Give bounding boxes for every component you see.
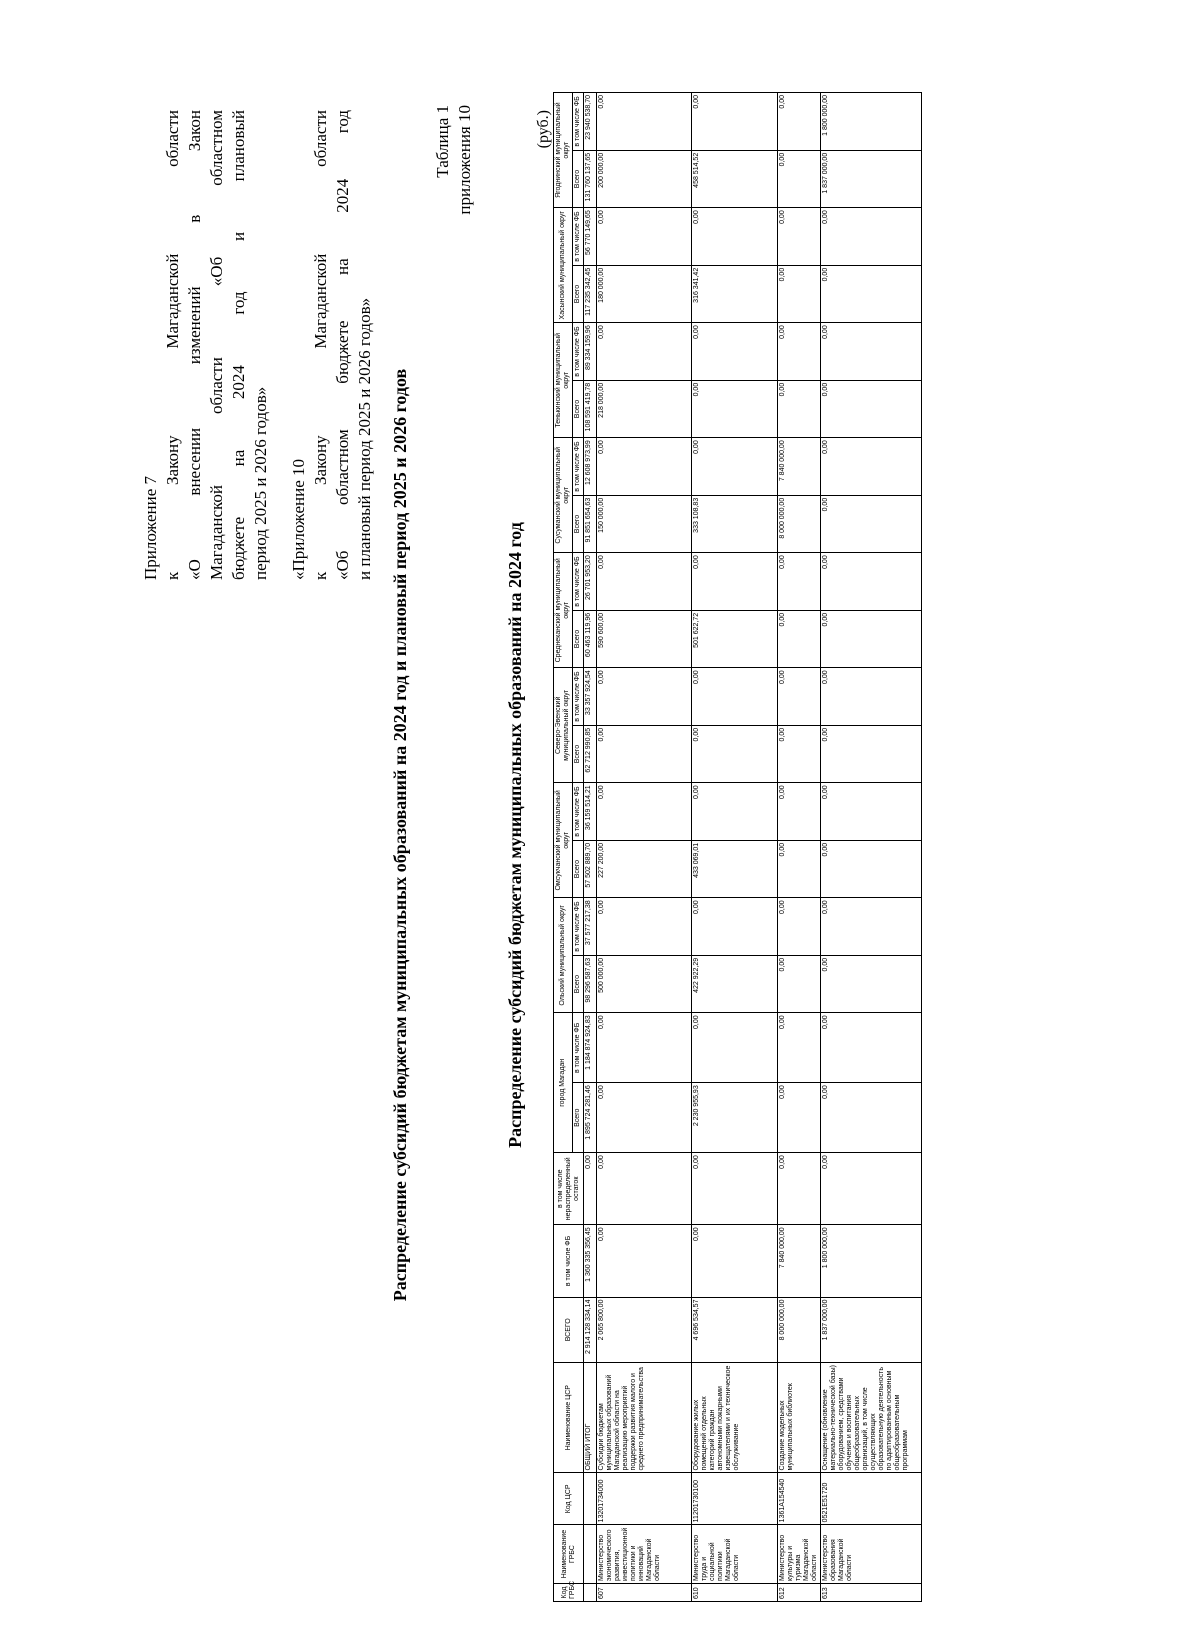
- table-row: [821, 93, 922, 1602]
- cell-value: 0,00: [821, 553, 922, 611]
- head-district: город Магадан: [554, 1013, 573, 1153]
- total-value: 62 712 990,85: [584, 725, 597, 783]
- cell-fb: 7 840 000,00: [778, 1225, 821, 1297]
- cell-balance: 0,00: [597, 1153, 692, 1225]
- total-value: 131 760 137,65: [584, 150, 597, 208]
- head-district: Среднеканский муниципальный округ: [554, 553, 573, 668]
- header-line: [310, 110, 332, 580]
- cell-balance: 0,00: [778, 1153, 821, 1225]
- header-word: области: [163, 110, 182, 167]
- total-value: 26 701 953,20: [584, 553, 597, 611]
- head-district-total: Всего: [573, 955, 584, 1013]
- unit-label: (руб.): [535, 110, 552, 149]
- cell-value: 0,00: [778, 955, 821, 1013]
- cell-value: 0,00: [692, 380, 778, 438]
- head-district-total: Всего: [573, 840, 584, 898]
- header-word: Магаданской: [311, 253, 330, 349]
- cell-total: 1 837 000,00: [821, 1297, 922, 1362]
- cell-value: 0,00: [597, 783, 692, 841]
- table-row-total: [584, 93, 597, 1602]
- cell-value: 218 000,00: [597, 380, 692, 438]
- cell-name-grbs: Министерство культуры и туризма Магаданской области: [778, 1525, 821, 1584]
- cell-value: 0,00: [597, 1083, 692, 1153]
- total-value: 33 357 924,54: [584, 668, 597, 726]
- header-line: [228, 110, 250, 580]
- header-line: [332, 110, 354, 580]
- head-district-fb: в том числе ФБ: [573, 783, 584, 841]
- cell-value: 433 069,01: [692, 840, 778, 898]
- appendix-10-last-line: и плановый период 2025 и 2026 годов»: [355, 297, 374, 580]
- header-word: год: [229, 291, 248, 315]
- head-district-total: Всего: [573, 380, 584, 438]
- cell-value: 500 000,00: [597, 955, 692, 1013]
- table-head-row-1: [554, 93, 573, 1602]
- main-title: Распределение субсидий бюджетам муниципальных образований на 2024 год и плановый период 2025 и 2026 годов: [390, 368, 410, 1302]
- table-body: [584, 93, 922, 1602]
- cell-value: 0,00: [778, 553, 821, 611]
- head-district: Ягоднинский муниципальный округ: [554, 93, 573, 208]
- cell-value: 0,00: [778, 840, 821, 898]
- head-total: ВСЕГО: [554, 1297, 584, 1362]
- head-district-fb: в том числе ФБ: [573, 898, 584, 956]
- cell-value: 0,00: [778, 668, 821, 726]
- appendix-10-title: «Приложение 10: [289, 459, 308, 580]
- cell-value: 0,00: [821, 495, 922, 553]
- head-district-total: Всего: [573, 150, 584, 208]
- total-value: 37 577 217,38: [584, 898, 597, 956]
- total-value: 36 159 514,21: [584, 783, 597, 841]
- head-district-fb: в том числе ФБ: [573, 1013, 584, 1083]
- cell-value: 7 840 000,00: [778, 438, 821, 496]
- header-word: «Об: [333, 550, 352, 580]
- cell-value: 0,00: [821, 898, 922, 956]
- cell-value: 316 341,42: [692, 265, 778, 323]
- head-district: Хасынский муниципальный округ: [554, 208, 573, 323]
- header-word: Закону: [163, 435, 182, 485]
- cell-value: 0,00: [778, 610, 821, 668]
- header-word: к: [163, 571, 182, 580]
- table-row: [597, 93, 692, 1602]
- appendix-7-title: Приложение 7: [141, 476, 160, 580]
- total-value: 57 502 889,70: [584, 840, 597, 898]
- header-word: внесении: [185, 427, 204, 496]
- total-value: 1 184 874 924,83: [584, 1013, 597, 1083]
- cell-value: 0,00: [692, 323, 778, 381]
- head-name-csr: Наименование ЦСР: [554, 1362, 584, 1473]
- cell-value: 0,00: [597, 898, 692, 956]
- total-value: 98 296 587,63: [584, 955, 597, 1013]
- header-line: [206, 110, 228, 580]
- header-word: год: [333, 110, 352, 134]
- cell-value: 0,00: [692, 783, 778, 841]
- header-word: на: [333, 258, 352, 275]
- cell-value: 0,00: [778, 725, 821, 783]
- cell-value: 0,00: [597, 725, 692, 783]
- cell-name-grbs: Министерство образования Магаданской области: [821, 1525, 922, 1584]
- sub-title: Распределение субсидий бюджетам муниципальных образований на 2024 год: [505, 522, 525, 1148]
- head-district-total: Всего: [573, 495, 584, 553]
- head-district-fb: в том числе ФБ: [573, 323, 584, 381]
- header-word: плановый: [229, 110, 248, 182]
- header-word: областном: [333, 429, 352, 506]
- cell-value: 180 000,00: [597, 265, 692, 323]
- head-district: Сусуманский муниципальный округ: [554, 438, 573, 553]
- cell-value: 0,00: [597, 1013, 692, 1083]
- head-name-grbs: Наименование ГРБС: [554, 1525, 584, 1584]
- cell-name-grbs: Министерство экономического развития, инвестиционной политики и инноваций Магаданской области: [597, 1525, 692, 1584]
- cell-name-grbs: Министерство труда и социальной политики Магаданской области: [692, 1525, 778, 1584]
- header-word: области: [207, 357, 226, 414]
- header-word: 2024: [333, 178, 352, 213]
- total-all: 2 914 128 334,14: [584, 1297, 597, 1362]
- cell-value: 333 108,83: [692, 495, 778, 553]
- cell-value: 0,00: [821, 208, 922, 266]
- total-balance: 0,00: [584, 1153, 597, 1225]
- table-number: [432, 105, 476, 475]
- table-number-line2: приложения 10: [455, 105, 474, 215]
- cell-name-csr: Субсидии бюджетам муниципальных образований Магаданской области на реализацию мероприятий поддержки развития малого и среднего предпринимательства: [597, 1362, 692, 1473]
- total-value: 117 235 342,45: [584, 265, 597, 323]
- cell-value: 0,00: [778, 783, 821, 841]
- table-row: [778, 93, 821, 1602]
- head-district-fb: в том числе ФБ: [573, 438, 584, 496]
- header-line: [162, 110, 184, 580]
- cell-value: 0,00: [821, 955, 922, 1013]
- head-district-total: Всего: [573, 1083, 584, 1153]
- cell-value: 458 514,52: [692, 150, 778, 208]
- header-word: к: [311, 571, 330, 580]
- subsidy-table: [553, 92, 922, 1602]
- cell-total: 4 696 534,57: [692, 1297, 778, 1362]
- head-incl-fb: в том числе ФБ: [554, 1225, 584, 1297]
- cell-value: 0,00: [821, 783, 922, 841]
- cell-value: 0,00: [821, 438, 922, 496]
- appendix-10-block: [288, 110, 376, 580]
- cell-value: 0,00: [778, 150, 821, 208]
- cell-fb: 0,00: [597, 1225, 692, 1297]
- cell-value: 0,00: [821, 840, 922, 898]
- cell-value: 0,00: [597, 323, 692, 381]
- total-value: 12 608 973,99: [584, 438, 597, 496]
- cell-value: 0,00: [778, 265, 821, 323]
- cell-name-csr: Оборудование жилых помещений отдельных категорий граждан автономными пожарными извещателями и их техническое обслуживание: [692, 1362, 778, 1473]
- appendix-10-lines: [310, 110, 354, 580]
- head-district-fb: в том числе ФБ: [573, 668, 584, 726]
- cell-code-csr: 0521E51720: [821, 1473, 922, 1525]
- head-district-fb: в том числе ФБ: [573, 553, 584, 611]
- cell-value: 0,00: [692, 725, 778, 783]
- head-district: Тенькинский муниципальный округ: [554, 323, 573, 438]
- cell-value: 0,00: [597, 668, 692, 726]
- header-word: Магаданской: [163, 253, 182, 349]
- header-word: Закон: [185, 110, 204, 152]
- cell-value: 590 600,00: [597, 610, 692, 668]
- empty-cell: [584, 1525, 597, 1584]
- head-district-total: Всего: [573, 725, 584, 783]
- cell-value: 1 800 000,00: [821, 93, 922, 151]
- total-value: 23 940 538,70: [584, 93, 597, 151]
- head-district: Ольский муниципальный округ: [554, 898, 573, 1013]
- cell-balance: 0,00: [821, 1153, 922, 1225]
- cell-code-grbs: 610: [692, 1583, 778, 1601]
- cell-value: 0,00: [778, 1013, 821, 1083]
- cell-value: 0,00: [821, 265, 922, 323]
- total-value: 60 463 119,96: [584, 610, 597, 668]
- cell-value: 0,00: [778, 898, 821, 956]
- total-value: 91 851 654,63: [584, 495, 597, 553]
- total-value: 89 334 159,96: [584, 323, 597, 381]
- appendix-7-lines: [162, 110, 250, 580]
- appendix-7-block: [140, 110, 272, 580]
- cell-balance: 0,00: [692, 1153, 778, 1225]
- cell-value: 0,00: [597, 208, 692, 266]
- cell-code-csr: 1361A154540: [778, 1473, 821, 1525]
- cell-fb: 1 800 000,00: [821, 1225, 922, 1297]
- head-district: Северо-Эвенский муниципальный округ: [554, 668, 573, 783]
- cell-code-grbs: 613: [821, 1583, 922, 1601]
- table-row: [692, 93, 778, 1602]
- cell-value: 0,00: [692, 438, 778, 496]
- empty-cell: [584, 1583, 597, 1601]
- cell-value: 200 000,00: [597, 150, 692, 208]
- cell-value: 0,00: [692, 93, 778, 151]
- cell-value: 0,00: [821, 610, 922, 668]
- cell-value: 2 230 955,93: [692, 1083, 778, 1153]
- cell-value: 0,00: [821, 668, 922, 726]
- cell-value: 0,00: [821, 725, 922, 783]
- cell-code-csr: 11201730100: [692, 1473, 778, 1525]
- header-word: на: [229, 449, 248, 467]
- header-word: «О: [185, 559, 204, 580]
- cell-value: 150 000,00: [597, 495, 692, 553]
- cell-value: 0,00: [778, 1083, 821, 1153]
- header-line: [184, 110, 206, 580]
- cell-value: 0,00: [692, 553, 778, 611]
- cell-value: 0,00: [778, 380, 821, 438]
- cell-value: 8 000 000,00: [778, 495, 821, 553]
- total-fb: 1 360 335 356,45: [584, 1225, 597, 1297]
- header-word: бюджете: [333, 320, 352, 384]
- cell-fb: 0,00: [692, 1225, 778, 1297]
- header-word: «Об: [207, 256, 226, 287]
- total-value: 56 770 149,65: [584, 208, 597, 266]
- cell-value: 0,00: [597, 553, 692, 611]
- cell-code-grbs: 607: [597, 1583, 692, 1601]
- cell-value: 0,00: [821, 1013, 922, 1083]
- cell-name-csr: Создание модельных муниципальных библиотек: [778, 1362, 821, 1473]
- cell-value: 0,00: [778, 93, 821, 151]
- cell-value: 0,00: [597, 438, 692, 496]
- cell-name-csr: Оснащение (обновление материально-технической базы) оборудованием, средствами обучения и воспитания общеобразовательных организаций, в том числе осуществляющих образовательную деятельность по адаптированным основным общеобразовательным программам: [821, 1362, 922, 1473]
- cell-value: 501 622,72: [692, 610, 778, 668]
- table-number-line1: Таблица 1: [433, 105, 452, 178]
- cell-code-grbs: 612: [778, 1583, 821, 1601]
- cell-value: 0,00: [597, 93, 692, 151]
- empty-cell: [584, 1473, 597, 1525]
- cell-total: 2 065 800,00: [597, 1297, 692, 1362]
- head-district-fb: в том числе ФБ: [573, 93, 584, 151]
- cell-code-csr: 13201734000: [597, 1473, 692, 1525]
- cell-value: 0,00: [692, 208, 778, 266]
- header-word: и: [229, 231, 248, 241]
- cell-value: 1 837 000,00: [821, 150, 922, 208]
- appendix-7-last-line: период 2025 и 2026 годов»: [251, 386, 270, 580]
- header-word: Магаданской: [207, 484, 226, 580]
- total-value: 108 591 419,78: [584, 380, 597, 438]
- cell-value: 0,00: [821, 380, 922, 438]
- total-label: ОБЩИЙ ИТОГ: [584, 1362, 597, 1473]
- cell-value: 0,00: [821, 1083, 922, 1153]
- head-incl-balance: в том числе нераспределенный остаток: [554, 1153, 584, 1225]
- head-district-total: Всего: [573, 265, 584, 323]
- header-word: Закону: [311, 435, 330, 485]
- head-code-csr: Код ЦСР: [554, 1473, 584, 1525]
- total-value: 1 895 724 281,46: [584, 1083, 597, 1153]
- header-word: в: [185, 214, 204, 223]
- head-district-total: Всего: [573, 610, 584, 668]
- cell-value: 227 200,00: [597, 840, 692, 898]
- cell-value: 0,00: [778, 323, 821, 381]
- header-word: 2024: [229, 365, 248, 400]
- cell-value: 0,00: [692, 668, 778, 726]
- header-word: области: [311, 110, 330, 167]
- head-district: Омсукчанский муниципальный округ: [554, 783, 573, 898]
- cell-value: 0,00: [692, 898, 778, 956]
- head-district-fb: в том числе ФБ: [573, 208, 584, 266]
- header-word: бюджете: [229, 516, 248, 580]
- header-word: областном: [207, 110, 226, 186]
- head-code-grbs: Код ГРБС: [554, 1583, 584, 1601]
- cell-value: 0,00: [821, 323, 922, 381]
- header-word: изменений: [185, 286, 204, 365]
- cell-total: 8 000 000,00: [778, 1297, 821, 1362]
- cell-value: 0,00: [692, 1013, 778, 1083]
- cell-value: 0,00: [778, 208, 821, 266]
- cell-value: 422 922,29: [692, 955, 778, 1013]
